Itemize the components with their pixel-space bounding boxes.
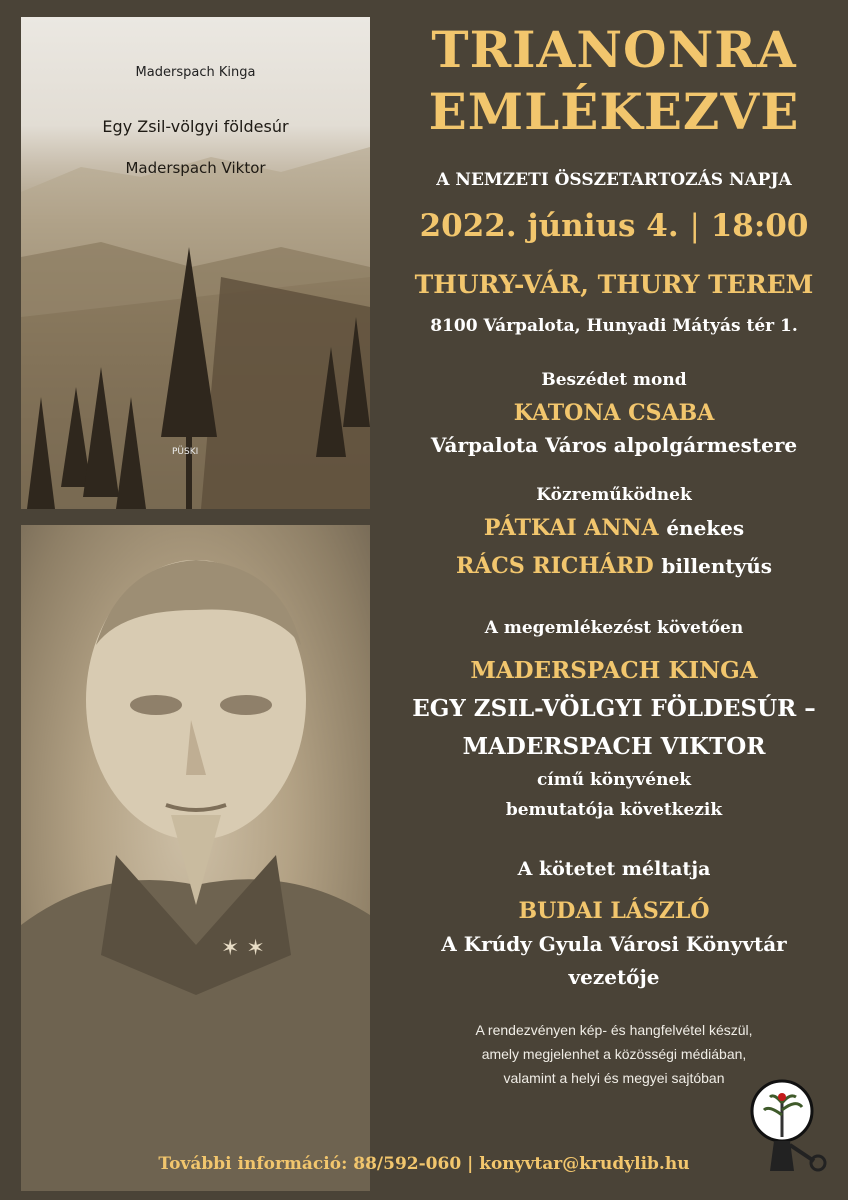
cover-subtitle: Maderspach Viktor (125, 159, 266, 177)
review-heading: A kötetet méltatja (517, 858, 711, 880)
cover-publisher: PÜSKI (172, 447, 199, 457)
venue-name: THURY-VÁR, THURY TEREM (414, 270, 814, 299)
presentation-text-line2: bemutatója következik (505, 800, 723, 820)
contributor-name: RÁCS RICHÁRD (455, 553, 654, 579)
notice-line1: A rendezvényen kép- és hangfelvétel készül, (475, 1022, 753, 1038)
reviewer-role-line1: A Krúdy Gyula Városi Könyvtár (441, 932, 787, 956)
event-title-line1: TRIANONRA (431, 20, 797, 79)
cover-title: Egy Zsil-völgyi földesúr (102, 117, 289, 136)
datetime-separator: | (689, 208, 700, 244)
footer-contact: További információ: 88/592-060 | konyvtar@krudylib.hu (158, 1154, 690, 1174)
event-subtitle: A NEMZETI ÖSSZETARTOZÁS NAPJA (436, 170, 792, 190)
presentation-title-line1: EGY ZSIL-VÖLGYI FÖLDESÚR – (412, 695, 816, 722)
portrait-illustration (21, 525, 370, 1191)
contributor-item (380, 553, 848, 579)
reviewer-role-line2: vezetője (568, 965, 660, 989)
presentation-author: MADERSPACH KINGA (470, 657, 758, 684)
svg-text:✶ ✶: ✶ ✶ (221, 936, 265, 961)
speaker-name: KATONA CSABA (513, 400, 715, 426)
contributor-name: PÁTKAI ANNA (483, 515, 659, 541)
event-datetime (380, 208, 848, 244)
event-date: 2022. június 4. (419, 208, 679, 244)
contributors-heading: Közreműködnek (536, 485, 692, 505)
speaker-role: Várpalota Város alpolgármestere (430, 433, 798, 457)
venue-address: 8100 Várpalota, Hunyadi Mátyás tér 1. (430, 316, 798, 336)
presentation-title-line2: MADERSPACH VIKTOR (462, 733, 766, 760)
portrait-photo (21, 525, 370, 1191)
notice-line2: amely megjelenhet a közösségi médiában, (481, 1046, 747, 1062)
contributor-role: énekes (666, 516, 745, 540)
speech-heading: Beszédet mond (541, 370, 687, 390)
event-title-line2: EMLÉKEZVE (428, 82, 800, 141)
cover-author: Maderspach Kinga (135, 65, 256, 80)
book-cover-image (21, 17, 370, 509)
contributor-item (380, 515, 848, 541)
notice-line3: valamint a helyi és megyei sajtóban (503, 1070, 725, 1086)
contributor-role: billentyűs (661, 554, 773, 578)
presentation-text-line1: című könyvének (536, 770, 692, 790)
reviewer-name: BUDAI LÁSZLÓ (518, 898, 710, 924)
presentation-heading: A megemlékezést követően (484, 618, 744, 638)
event-time: 18:00 (710, 208, 809, 244)
forest-illustration (21, 17, 370, 509)
